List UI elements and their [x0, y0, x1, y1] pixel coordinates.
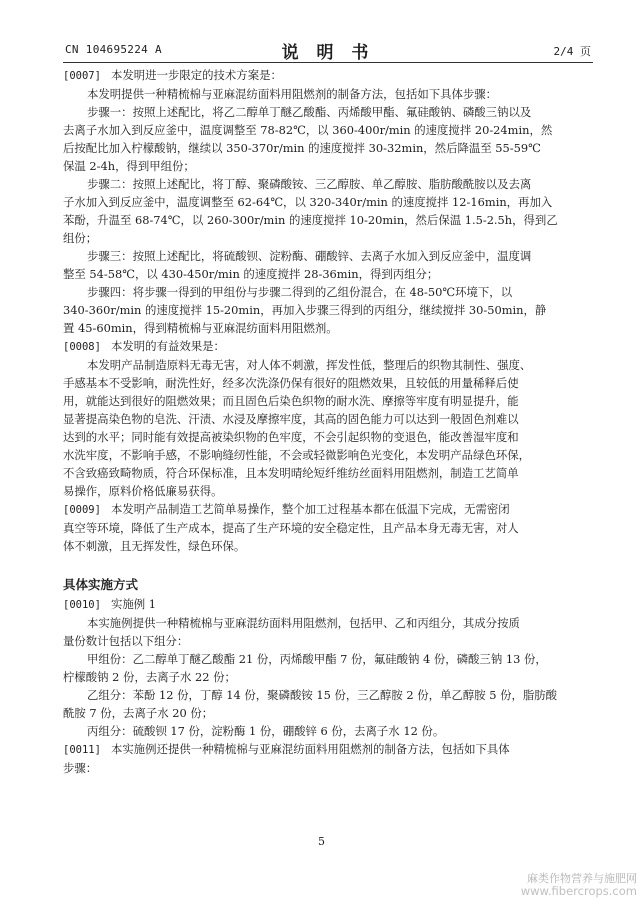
line-text: 子水加入到反应釜中，温度调整至 62-64℃，以 320-340r/min 的速度搅拌 12-16min，再加入 — [63, 195, 553, 209]
text-line — [63, 704, 593, 722]
page-indicator: 2/4 页 — [553, 45, 591, 58]
line-text: 本实施例还提供一种精梳棉与亚麻混纺面料用阻燃剂的制备方法，包括如下具体 — [111, 742, 510, 756]
text-line — [63, 121, 593, 139]
text-line — [63, 229, 593, 247]
paragraph — [63, 103, 593, 175]
line-text: 本发明提供一种精梳棉与亚麻混纺面料用阻燃剂的制备方法，包括如下具体步骤： — [87, 87, 498, 101]
text-line — [63, 247, 593, 265]
paragraph — [63, 686, 593, 722]
text-line — [63, 283, 593, 301]
paragraph-number: [0007] — [63, 70, 101, 82]
line-text: 显著提高染色物的皂洗、汗渍、水浸及摩擦牢度，其高的固色能力可以达到一般固色剂难以 — [63, 412, 519, 426]
text-line — [63, 632, 593, 650]
paragraph-number: [0011] — [63, 744, 101, 756]
line-text: 酰胺 7 份，去离子水 20 份； — [63, 706, 214, 720]
line-text: 实施例 1 — [111, 597, 157, 611]
text-line — [63, 410, 593, 428]
paragraph — [63, 85, 593, 103]
paragraph-group-1 — [63, 66, 593, 555]
line-text: 真空等环境，降低了生产成本，提高了生产环境的安全稳定性，且产品本身无毒无害，对人 — [63, 521, 519, 535]
text-line — [63, 686, 593, 704]
publication-number: CN 104695224 A — [65, 43, 162, 56]
line-text: 置 45-60min，得到精梳棉与亚麻混纺面料用阻燃剂。 — [63, 321, 338, 335]
line-text: 本实施例提供一种精梳棉与亚麻混纺面料用阻燃剂，包括甲、乙和丙组分，其成分按质 — [87, 616, 520, 630]
text-line — [63, 85, 593, 103]
text-line — [63, 319, 593, 337]
text-line — [63, 740, 593, 759]
paragraph — [63, 650, 593, 686]
text-line — [63, 356, 593, 374]
paragraph-number: [0008] — [63, 341, 101, 353]
paragraph — [63, 595, 593, 614]
text-line — [63, 193, 593, 211]
watermark-text: 麻类作物营养与施肥网 — [527, 872, 637, 885]
paragraph — [63, 247, 593, 283]
line-text: 组份； — [63, 231, 98, 245]
line-text: 后按配比加入柠檬酸钠，继续以 350-370r/min 的速度搅拌 30-32min，然后降温至 55-59℃ — [63, 141, 541, 155]
line-text: 340-360r/min 的速度搅拌 15-20min，再加入步骤三得到的丙组分，继续搅拌 30-50min，静 — [63, 303, 547, 317]
paragraph — [63, 500, 593, 555]
document-title: 说 明 书 — [281, 43, 375, 63]
line-text: 易操作，原料价格低廉易获得。 — [63, 484, 223, 498]
line-text: 步骤一：按照上述配比，将乙二醇单丁醚乙酸酯、丙烯酸甲酯、氟硅酸钠、磷酸三钠以及 — [87, 105, 532, 119]
text-line — [63, 337, 593, 356]
line-text: 用，就能达到很好的阻燃效果；而且固色后染色织物的耐水洗、摩擦等牢度有明显提升，能 — [63, 394, 519, 408]
line-text: 水洗牢度，不影响手感，不影响缝纫性能，不会或轻微影响色光变化，本发明产品绿色环保， — [63, 448, 531, 462]
text-line — [63, 211, 593, 229]
section-heading: 具体实施方式 — [63, 577, 139, 592]
text-line — [63, 392, 593, 410]
text-line — [63, 374, 593, 392]
paragraph — [63, 740, 593, 777]
line-text: 丙组分：硫酸钡 17 份，淀粉酶 1 份，硼酸锌 6 份，去离子水 12 份。 — [87, 724, 445, 738]
line-text: 本发明产品制造原料无毒无害，对人体不刺激，挥发性低，整理后的织物其制性、强度、 — [87, 358, 532, 372]
line-text: 本发明进一步限定的技术方案是： — [111, 68, 282, 82]
page-header — [63, 38, 593, 63]
text-line — [63, 519, 593, 537]
line-text: 体不刺激，且无挥发性，绿色环保。 — [63, 539, 246, 553]
paragraph-number: [0009] — [63, 504, 101, 516]
line-text: 苯酚，升温至 68-74℃，以 260-300r/min 的速度搅拌 10-20min，然后保温 1.5-2.5h，得到乙 — [63, 213, 558, 227]
paragraph — [63, 66, 593, 85]
text-line — [63, 103, 593, 121]
line-text: 去离子水加入到反应釜中，温度调整至 78-82℃，以 360-400r/min 的速度搅拌 20-24min，然 — [63, 123, 553, 137]
paragraph — [63, 722, 593, 740]
line-text: 甲组份：乙二醇单丁醚乙酸酯 21 份，丙烯酸甲酯 7 份，氟硅酸钠 4 份，磷酸三钠 13 份， — [87, 652, 547, 666]
line-text: 步骤： — [63, 761, 98, 775]
paragraph — [63, 283, 593, 337]
paragraph-number: [0010] — [63, 599, 101, 611]
line-text: 量份数计包括以下组分： — [63, 634, 189, 648]
text-line — [63, 668, 593, 686]
line-text: 柠檬酸钠 2 份，去离子水 22 份； — [63, 670, 236, 684]
paragraph — [63, 614, 593, 650]
section-gap — [63, 555, 593, 575]
text-line — [63, 482, 593, 500]
line-text: 保温 2-4h，得到甲组份； — [63, 159, 195, 173]
text-line — [63, 175, 593, 193]
line-text: 步骤三：按照上述配比，将硫酸钡、淀粉酶、硼酸锌、去离子水加入到反应釜中，温度调 — [87, 249, 532, 263]
text-line — [63, 428, 593, 446]
text-line — [63, 66, 593, 85]
paragraph-group-2 — [63, 595, 593, 777]
paragraph — [63, 356, 593, 500]
text-line — [63, 464, 593, 482]
text-line — [63, 759, 593, 777]
line-text: 步骤二：按照上述配比，将丁醇、聚磷酸铵、三乙醇胺、单乙醇胺、脂肪酸酰胺以及去离 — [87, 177, 532, 191]
text-line — [63, 595, 593, 614]
text-line — [63, 301, 593, 319]
text-line — [63, 265, 593, 283]
text-line — [63, 722, 593, 740]
paragraph — [63, 337, 593, 356]
line-text: 整至 54-58℃，以 430-450r/min 的速度搅拌 28-36min，得到丙组分； — [63, 267, 439, 281]
text-line — [63, 614, 593, 632]
line-text: 步骤四：将步骤一得到的甲组份与步骤二得到的乙组份混合，在 48-50℃环境下，以 — [87, 285, 513, 299]
page-number: 5 — [318, 835, 325, 848]
text-line — [63, 500, 593, 519]
text-line — [63, 139, 593, 157]
line-text: 手感基本不受影响，耐洗性好，经多次洗涤仍保有很好的阻燃效果，且较低的用量稀释后使 — [63, 376, 519, 390]
line-text: 本发明产品制造工艺简单易操作，整个加工过程基本都在低温下完成，无需密闭 — [111, 502, 510, 516]
document-body — [63, 66, 593, 777]
watermark — [521, 872, 637, 898]
text-line — [63, 537, 593, 555]
line-text: 不含致癌致畸物质，符合环保标准，且本发明晴纶短纤维纺丝面料用阻燃剂，制造工艺简单 — [63, 466, 519, 480]
text-line — [63, 157, 593, 175]
watermark-url: www.fibercrops.com — [520, 884, 637, 898]
line-text: 本发明的有益效果是： — [111, 339, 225, 353]
text-line — [63, 650, 593, 668]
text-line — [63, 446, 593, 464]
paragraph — [63, 175, 593, 247]
line-text: 乙组分：苯酚 12 份，丁醇 14 份，聚磷酸铵 15 份，三乙醇胺 2 份，单乙醇胺 5 份，脂肪酸 — [87, 688, 558, 702]
line-text: 达到的水平；同时能有效提高被染织物的色牢度，不会引起织物的变退色，能改善湿牢度和 — [63, 430, 519, 444]
